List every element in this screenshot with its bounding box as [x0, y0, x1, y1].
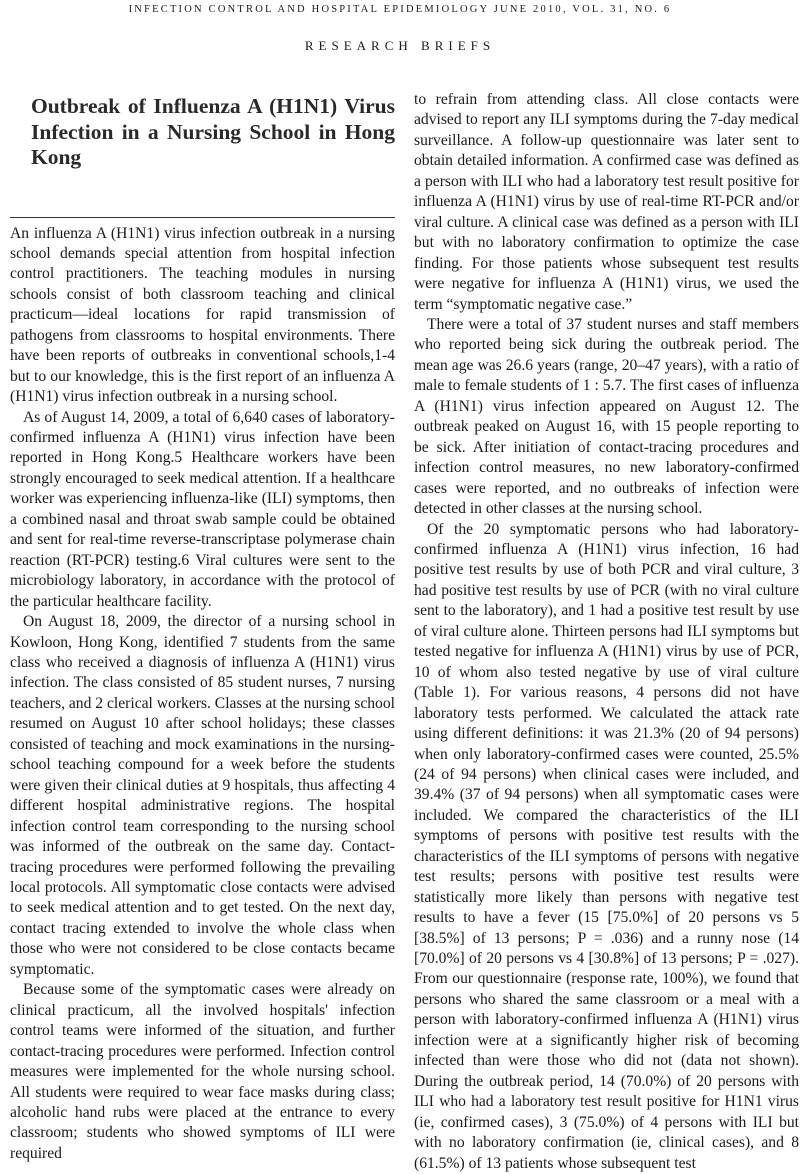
article-title: Outbreak of Influenza A (H1N1) Virus Infection in a Nursing School in Hong Kong — [31, 94, 395, 169]
running-head: INFECTION CONTROL AND HOSPITAL EPIDEMIOLOGY JUNE 2010, VOL. 31, NO. 6 — [128, 4, 672, 15]
section-head: RESEARCH BRIEFS — [304, 38, 496, 53]
paragraph-cases: There were a total of 37 student nurses and staff members who reported being sick during the outbreak period. The mean age was 26.6 years (range, 20–47 years), with a ratio of male to female students of 1 : 5.7. The first cases of influenza A (H1N1) virus infection appeared on August 12. The outbreak peaked on August 16, with 15 people reporting to be sick. After initiation of contact-tracing procedures and infection control measures, no new laboratory-confirmed cases were reported, and no outbreaks of infection were detected in other classes at the nursing school. — [414, 315, 799, 518]
paragraph-results: Of the 20 symptomatic persons who had laboratory-confirmed influenza A (H1N1) virus infection, 16 had positive test results by use of both PCR and viral culture, 3 had positive test results by use of PCR (with no viral culture sent to the laboratory), and 1 had a positive test result by use of viral culture alone. Thirteen persons had ILI symptoms but tested negative for influenza A (H1N1) virus by use of PCR, 10 of whom also tested negative by use of viral culture (Table 1). For various reasons, 4 persons did not have laboratory tests performed. We calculated the attack rate using different definitions: it was 21.3% (20 of 94 persons) when only laboratory-confirmed cases were counted, 25.5% (24 of 94 persons) when clinical cases were included, and 39.4% (37 of 94 persons) when all symptomatic cases were included. We compared the characteristics of the ILI symptoms of persons with positive test results with the characteristics of the ILI symptoms of persons with negative test results; persons with positive test results were statistically more likely than persons with negative test results to have a fever (15 [75.0%] of 20 persons vs 5 [38.5%] of 13 persons; P = .036) and a runny nose (14 [70.0%] of 20 persons vs 4 [30.8%] of 13 persons; P = .027). From our questionnaire (response rate, 100%), we found that persons who shared the same classroom or a meal with a person with laboratory-confirmed influenza A (H1N1) virus infection were at a significantly higher risk of becoming infected than were those who did not (data not shown). During the outbreak period, 14 (70.0%) of 20 persons with ILI who had a laboratory test result positive for H1N1 virus (ie, confirmed cases), 3 (75.0%) of 4 persons with ILI but with no laboratory confirmation (ie, clinical cases), and 8 (61.5%) of 13 patients whose subsequent test — [414, 520, 799, 1172]
paragraph-measures: Because some of the symptomatic cases were already on clinical practicum, all the involved hospitals' infection control teams were informed of the situation, and further contact-tracing procedures were performed. Infection control measures were implemented for the whole nursing school. All students were required to wear face masks during class; alcoholic hand rubs were placed at the entrance to every classroom; students who showed symptoms of ILI were required — [10, 981, 395, 1162]
paragraph-intro: An influenza A (H1N1) virus infection outbreak in a nursing school demands special attention from hospital infection control practitioners. The teaching modules in nursing schools consist of both classroom teaching and clinical practicum—ideal locations for rapid transmission of pathogens from classrooms to hospital environments. There have been reports of outbreaks in conventional schools,1-4 but to our knowledge, this is the first report of an influenza A (H1N1) virus infection outbreak in a nursing school. — [10, 224, 395, 406]
paragraph-outbreak: On August 18, 2009, the director of a nursing school in Kowloon, Hong Kong, identified 7 students from the same class who received a diagnosis of influenza A (H1N1) virus infection. The class consisted of 85 student nurses, 7 nursing teachers, and 2 clerical workers. Classes at the nursing school resumed on August 10 after school holidays; these classes consisted of teaching and mock examinations in the nursing-school teaching compound for a week before the students were given their clinical duties at 9 hospitals, thus affecting 4 different hospital administrative regions. The hospital infection control team corresponding to the nursing school was informed of the outbreak on the same day. Contact-tracing procedures were performed following the prevailing local protocols. All symptomatic close contacts were advised to seek medical attention and to get tested. On the next day, contact tracing extended to involve the whole class when those who were not considered to be close contacts became symptomatic. — [10, 613, 395, 978]
right-column — [414, 90, 799, 1174]
paragraph-background: As of August 14, 2009, a total of 6,640 cases of laboratory-confirmed influenza A (H1N1) virus infection have been reported in Hong Kong.5 Healthcare workers have been strongly encouraged to seek medical attention. If a healthcare worker was experiencing influenza-like (ILI) symptoms, then a combined nasal and throat swab sample could be obtained and sent for real-time reverse-transcriptase polymerase chain reaction (RT-PCR) testing.6 Viral cultures were sent to the microbiology laboratory, in accordance with the protocol of the particular healthcare facility. — [10, 408, 395, 610]
title-rule — [10, 217, 395, 218]
left-column — [10, 90, 395, 1164]
paragraph-definitions: to refrain from attending class. All close contacts were advised to report any ILI symptoms during the 7-day medical surveillance. A follow-up questionnaire was later sent to obtain detailed information. A confirmed case was defined as a person with ILI who had a laboratory test result positive for influenza A (H1N1) virus by use of real-time RT-PCR and/or viral culture. A clinical case was defined as a person with ILI but with no laboratory confirmation to optimize the case finding. For those patients whose subsequent test results were negative for influenza A (H1N1) virus, we used the term “symptomatic negative case.” — [414, 91, 799, 313]
